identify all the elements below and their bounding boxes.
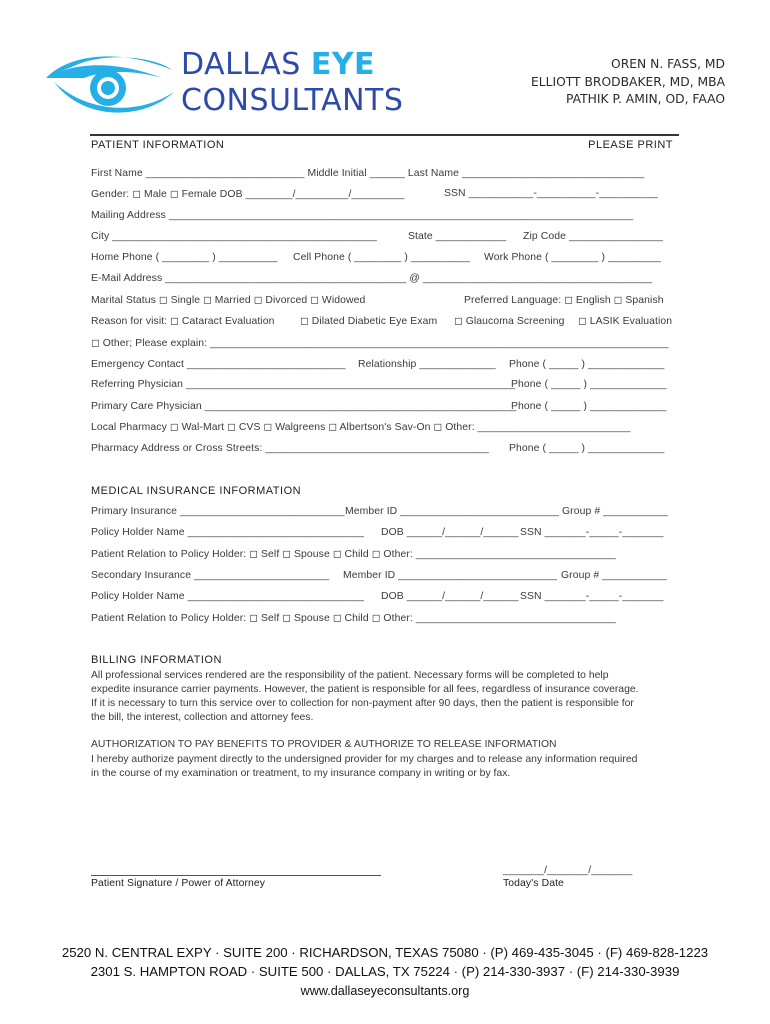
primary-member-id-line[interactable]: Member ID ___________________________ bbox=[345, 506, 559, 517]
secondary-holder-ssn-line[interactable]: SSN _______-_____-_______ bbox=[520, 591, 664, 602]
signature-line[interactable] bbox=[91, 875, 381, 876]
billing-paragraph bbox=[91, 669, 639, 725]
reason-glaucoma-option[interactable]: ◻ Glaucoma Screening bbox=[454, 316, 565, 327]
secondary-relation-line[interactable]: Patient Relation to Policy Holder: ◻ Self ◻ Spouse ◻ Child ◻ Other: __________________________________ bbox=[91, 613, 616, 624]
footer-address-richardson: 2520 N. CENTRAL EXPY · SUITE 200 · RICHARDSON, TEXAS 75080 · (P) 469-435-3045 · (F) 469-828-1223 bbox=[61, 945, 709, 960]
authorization-heading: AUTHORIZATION TO PAY BENEFITS TO PROVIDER & AUTHORIZE TO RELEASE INFORMATION bbox=[91, 739, 557, 750]
footer-address-dallas: 2301 S. HAMPTON ROAD · SUITE 500 · DALLAS, TX 75224 · (P) 214-330-3937 · (F) 214-330-3939 bbox=[90, 964, 680, 979]
authorization-text-line: in the course of my examination or treatment, to my insurance company in writing or by fax. bbox=[91, 768, 511, 779]
gender-dob-line[interactable]: Gender: ◻ Male ◻ Female DOB ________/_________/_________ bbox=[91, 189, 405, 200]
primary-policy-holder-line[interactable]: Policy Holder Name ______________________________ bbox=[91, 527, 364, 538]
preferred-language-line[interactable]: Preferred Language: ◻ English ◻ Spanish bbox=[464, 295, 664, 306]
doctor-list bbox=[531, 56, 725, 109]
email-line[interactable]: E-Mail Address _________________________________________ @ _______________________________________ bbox=[91, 273, 653, 284]
insurance-heading: MEDICAL INSURANCE INFORMATION bbox=[91, 485, 302, 497]
local-pharmacy-line[interactable]: Local Pharmacy ◻ Wal-Mart ◻ CVS ◻ Walgreens ◻ Albertson's Sav-On ◻ Other: __________________________ bbox=[91, 422, 631, 433]
primary-care-line[interactable]: Primary Care Physician _____________________________________________________ bbox=[91, 401, 517, 412]
billing-text-line: If it is necessary to turn this service over to collection for non-payment after 90 days, then the patient is responsible for bbox=[91, 698, 634, 709]
primary-insurance-line[interactable]: Primary Insurance ____________________________ bbox=[91, 506, 345, 517]
work-phone-line[interactable]: Work Phone ( ________ ) _________ bbox=[484, 252, 661, 263]
doctor-name: ELLIOTT BRODBAKER, MD, MBA bbox=[530, 74, 725, 89]
mailing-address-line[interactable]: Mailing Address _______________________________________________________________________________ bbox=[91, 210, 634, 221]
zip-code-line[interactable]: Zip Code ________________ bbox=[523, 231, 664, 242]
ssn-line[interactable]: SSN ___________-__________-__________ bbox=[444, 188, 659, 199]
referring-phone-line[interactable]: Phone ( _____ ) _____________ bbox=[511, 379, 667, 390]
header-divider bbox=[90, 134, 679, 136]
secondary-group-line[interactable]: Group # ___________ bbox=[561, 570, 667, 581]
other-explain-line[interactable]: ◻ Other; Please explain: ______________________________________________________________________________ bbox=[91, 338, 669, 349]
logo-text-dallas: DALLAS bbox=[181, 47, 311, 82]
emergency-contact-line[interactable]: Emergency Contact ___________________________ bbox=[91, 359, 346, 370]
primary-relation-line[interactable]: Patient Relation to Policy Holder: ◻ Self ◻ Spouse ◻ Child ◻ Other: __________________________________ bbox=[91, 549, 616, 560]
emergency-phone-line[interactable]: Phone ( _____ ) _____________ bbox=[509, 359, 665, 370]
doctor-name: OREN N. FASS, MD bbox=[611, 57, 725, 71]
state-line[interactable]: State ____________ bbox=[408, 231, 507, 242]
primary-group-line[interactable]: Group # ___________ bbox=[562, 506, 668, 517]
signature-label: Patient Signature / Power of Attorney bbox=[91, 878, 266, 889]
first-name-line[interactable]: First Name ___________________________ Middle Initial ______ Last Name _______________________________ bbox=[91, 168, 645, 179]
reason-cataract-option[interactable]: Reason for visit: ◻ Cataract Evaluation bbox=[91, 316, 275, 327]
city-line[interactable]: City _____________________________________________ bbox=[91, 231, 377, 242]
marital-status-line[interactable]: Marital Status ◻ Single ◻ Married ◻ Divorced ◻ Widowed bbox=[91, 295, 366, 306]
billing-text-line: expedite insurance carrier payments. However, the patient is responsible for all fees, regardless of insurance coverage. bbox=[91, 684, 639, 695]
reason-lasik-option[interactable]: ◻ LASIK Evaluation bbox=[578, 316, 673, 327]
footer-website-link[interactable]: www.dallaseyeconsultants.org bbox=[300, 984, 470, 998]
secondary-policy-holder-line[interactable]: Policy Holder Name ______________________________ bbox=[91, 591, 364, 602]
eye-logo-icon bbox=[44, 48, 184, 124]
cell-phone-line[interactable]: Cell Phone ( ________ ) __________ bbox=[293, 252, 470, 263]
please-print-label: PLEASE PRINT bbox=[588, 139, 673, 151]
reason-diabetic-option[interactable]: ◻ Dilated Diabetic Eye Exam bbox=[300, 316, 438, 327]
date-label: Today's Date bbox=[503, 878, 564, 889]
secondary-holder-dob-line[interactable]: DOB ______/______/______ bbox=[381, 591, 519, 602]
primary-holder-ssn-line[interactable]: SSN _______-_____-_______ bbox=[520, 527, 664, 538]
home-phone-line[interactable]: Home Phone ( ________ ) __________ bbox=[91, 252, 278, 263]
patient-info-heading: PATIENT INFORMATION bbox=[91, 139, 225, 151]
logo bbox=[44, 48, 434, 124]
pharmacy-phone-line[interactable]: Phone ( _____ ) _____________ bbox=[509, 443, 665, 454]
secondary-insurance-line[interactable]: Secondary Insurance _______________________ bbox=[91, 570, 330, 581]
referring-physician-line[interactable]: Referring Physician ________________________________________________________ bbox=[91, 379, 516, 390]
logo-text-eye: EYE bbox=[310, 47, 376, 82]
secondary-member-id-line[interactable]: Member ID ___________________________ bbox=[343, 570, 557, 581]
authorization-text-line: I hereby authorize payment directly to the undersigned provider for my charges and to release any information required bbox=[91, 754, 638, 765]
billing-text-line: All professional services rendered are the responsibility of the patient. Necessary forms will be completed to help bbox=[91, 670, 609, 681]
date-line[interactable]: _______/_______/_______ bbox=[503, 865, 633, 876]
authorization-paragraph bbox=[91, 753, 637, 781]
pharmacy-address-line[interactable]: Pharmacy Address or Cross Streets: ______________________________________ bbox=[91, 443, 489, 454]
primary-care-phone-line[interactable]: Phone ( _____ ) _____________ bbox=[511, 401, 667, 412]
logo-text-consultants: CONSULTANTS bbox=[181, 83, 404, 118]
primary-holder-dob-line[interactable]: DOB ______/______/______ bbox=[381, 527, 519, 538]
billing-heading: BILLING INFORMATION bbox=[91, 654, 222, 666]
doctor-name: PATHIK P. AMIN, OD, FAAO bbox=[566, 92, 725, 106]
relationship-line[interactable]: Relationship _____________ bbox=[358, 359, 496, 370]
billing-text-line: the bill, the interest, collection and attorney fees. bbox=[91, 712, 314, 723]
